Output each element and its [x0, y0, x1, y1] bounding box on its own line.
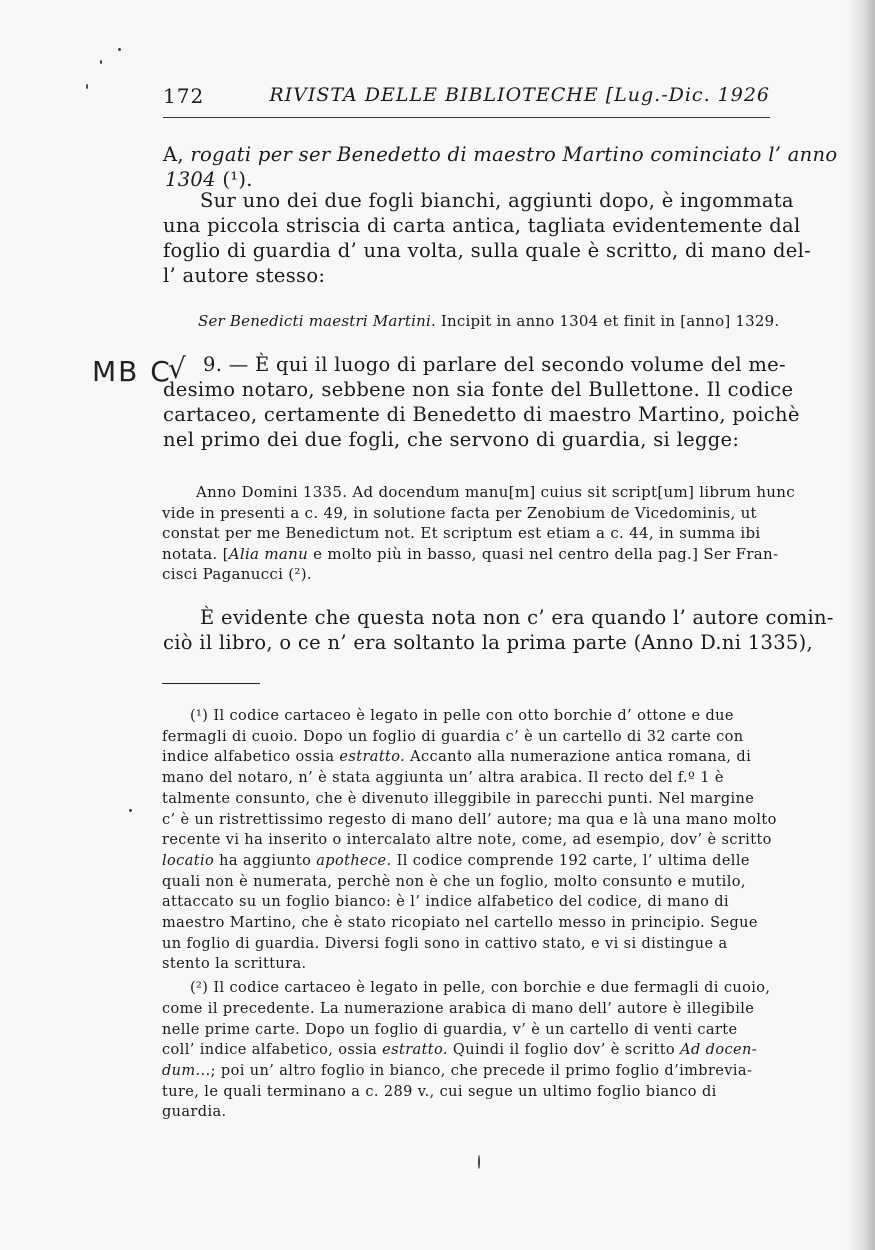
italic-span: estratto.: [339, 749, 406, 766]
text-line: È evidente che questa nota non c’ era quando l’ autore comin-: [200, 606, 834, 629]
text-line: recente vi ha inserito o intercalato altre note, come, ad esempio, dov’ è scritto: [162, 832, 772, 849]
italic-span: rogati per ser Benedetto di maestro Martino cominciato l’ anno: [190, 143, 838, 166]
text-line: Anno Domini 1335. Ad docendum manu[m] cuius sit script[um] librum hunc: [196, 483, 795, 501]
paragraph-2: [163, 188, 811, 288]
text-line: foglio di guardia d’ una volta, sulla quale è scritto, di mano del-: [163, 239, 811, 262]
text-line: desimo notaro, sebbene non sia fonte del Bullettone. Il codice: [163, 378, 794, 401]
text-span: indice alfabetico ossia: [162, 749, 340, 766]
text-line: [162, 544, 779, 565]
footnote-1: [162, 706, 777, 975]
scan-edge-shadow: [847, 0, 875, 1250]
italic-span: dum...: [162, 1062, 211, 1079]
italic-span: 1304: [165, 168, 216, 191]
italic-span: estratto.: [382, 1042, 448, 1059]
scan-speck: [100, 60, 102, 64]
quotation-1: [198, 312, 780, 330]
scan-speck: [478, 1155, 480, 1169]
running-title: RIVISTA DELLE BIBLIOTECHE [Lug.-Dic. 1926: [269, 84, 770, 106]
text-line: guardia.: [162, 1104, 227, 1121]
text-line: maestro Martino, che è stato ricopiato nel cartello messo in principio. Segue: [162, 915, 758, 932]
text-line: ciò il libro, o ce n’ era soltanto la prima parte (Anno D.ni 1335),: [163, 631, 814, 654]
text-line: attaccato su un foglio bianco: è l’ indice alfabetico del codice, di mano di: [162, 894, 729, 911]
text-line: [162, 851, 770, 872]
text-span: Quindi il foglio dov’ è scritto: [447, 1042, 681, 1059]
scan-speck: [118, 48, 121, 51]
text-span: Incipit in anno 1304 et finit in [anno] 1329.: [435, 312, 780, 330]
footnote-rule: [162, 683, 260, 684]
handwritten-margin-note: MB C: [92, 355, 172, 388]
text-span: e molto più in basso, quasi nel centro della pag.] Ser Fran-: [308, 544, 779, 563]
footnote-ref: (¹).: [215, 168, 253, 191]
text-line: [162, 1061, 770, 1082]
paragraph-1: [163, 142, 838, 192]
text-line: (²) Il codice cartaceo è legato in pelle, con borchie e due fermagli di cuoio,: [190, 980, 771, 997]
text-line: c’ è un ristrettissimo regesto di mano dell’ autore; ma qua e là una mano molto: [162, 811, 777, 828]
text-line: [163, 142, 838, 167]
text-line: come il precedente. La numerazione arabica di mano dell’ autore è illegibile: [162, 1000, 755, 1017]
text-line: [162, 1040, 770, 1061]
text-line: ture, le quali terminano a c. 289 v., cui segue un ultimo foglio bianco di: [162, 1083, 717, 1100]
paragraph-3: [163, 352, 800, 452]
italic-span: locatio: [162, 852, 215, 869]
text-line: una piccola striscia di carta antica, tagliata evidentemente dal: [163, 214, 801, 237]
text-line: nelle prime carte. Dopo un foglio di guardia, v’ è un cartello di venti carte: [162, 1021, 738, 1038]
text-line: mano del notaro, n’ è stata aggiunta un’ altra arabica. Il recto del f.º 1 è: [162, 770, 724, 787]
text-line: fermagli di cuoio. Dopo un foglio di guardia c’ è un cartello di 32 carte con: [162, 728, 744, 745]
text-line: constat per me Benedictum not. Et scriptum est etiam a c. 44, in summa ibi: [162, 524, 761, 542]
text-line: (¹) Il codice cartaceo è legato in pelle con otto borchie d’ ottone e due: [190, 708, 734, 724]
text-line: talmente consunto, che è divenuto illeggibile in parecchi punti. Nel margine: [162, 790, 755, 807]
page-header: [163, 84, 770, 114]
text-span: notata. [: [162, 544, 229, 563]
text-span: A,: [163, 143, 191, 166]
scan-speck: [129, 809, 132, 812]
text-line: cisci Paganucci (²).: [162, 565, 312, 583]
header-rule: [163, 117, 770, 118]
text-line: nel primo dei due fogli, che servono di guardia, si legge:: [163, 428, 740, 451]
footnote-2: [162, 978, 770, 1123]
text-span: coll’ indice alfabetico, ossia: [162, 1042, 383, 1059]
italic-span: Alia manu: [228, 544, 309, 563]
text-line: vide in presenti a c. 49, in solutione facta per Zenobium de Vicedominis, ut: [162, 503, 757, 522]
text-span: ha aggiunto: [214, 852, 317, 869]
text-line: 9. — È qui il luogo di parlare del secondo volume del me-: [203, 353, 786, 376]
text-span: ; poi un’ altro foglio in bianco, che precede il primo foglio d’imbrevia-: [210, 1062, 753, 1079]
italic-span: Ser Benedicti maestri Martini.: [198, 312, 436, 330]
page-number: 172: [163, 84, 205, 108]
text-line: [162, 747, 770, 768]
footnotes: [162, 706, 777, 1123]
text-span: Accanto alla numerazione antica romana, di: [405, 749, 752, 766]
text-span: Il codice comprende 192 carte, l’ ultima delle: [391, 852, 750, 869]
italic-span: Ad docen-: [680, 1042, 757, 1059]
text-line: quali non è numerata, perchè non è che un foglio, molto consunto e mutilo,: [162, 873, 746, 890]
text-line: Sur uno dei due fogli bianchi, aggiunti dopo, è ingommata: [200, 189, 794, 212]
paragraph-4: [163, 605, 834, 655]
check-mark-icon: √: [168, 352, 186, 385]
text-line: cartaceo, certamente di Benedetto di maestro Martino, poichè: [163, 403, 800, 426]
italic-span: apothece.: [316, 852, 392, 869]
text-line: un foglio di guardia. Diversi fogli sono in cattivo stato, e vi si distingue a: [162, 935, 728, 952]
quotation-2: [162, 482, 795, 585]
text-line: l’ autore stesso:: [163, 264, 326, 287]
text-line: stento la scrittura.: [162, 956, 307, 973]
scan-speck: [86, 84, 88, 89]
